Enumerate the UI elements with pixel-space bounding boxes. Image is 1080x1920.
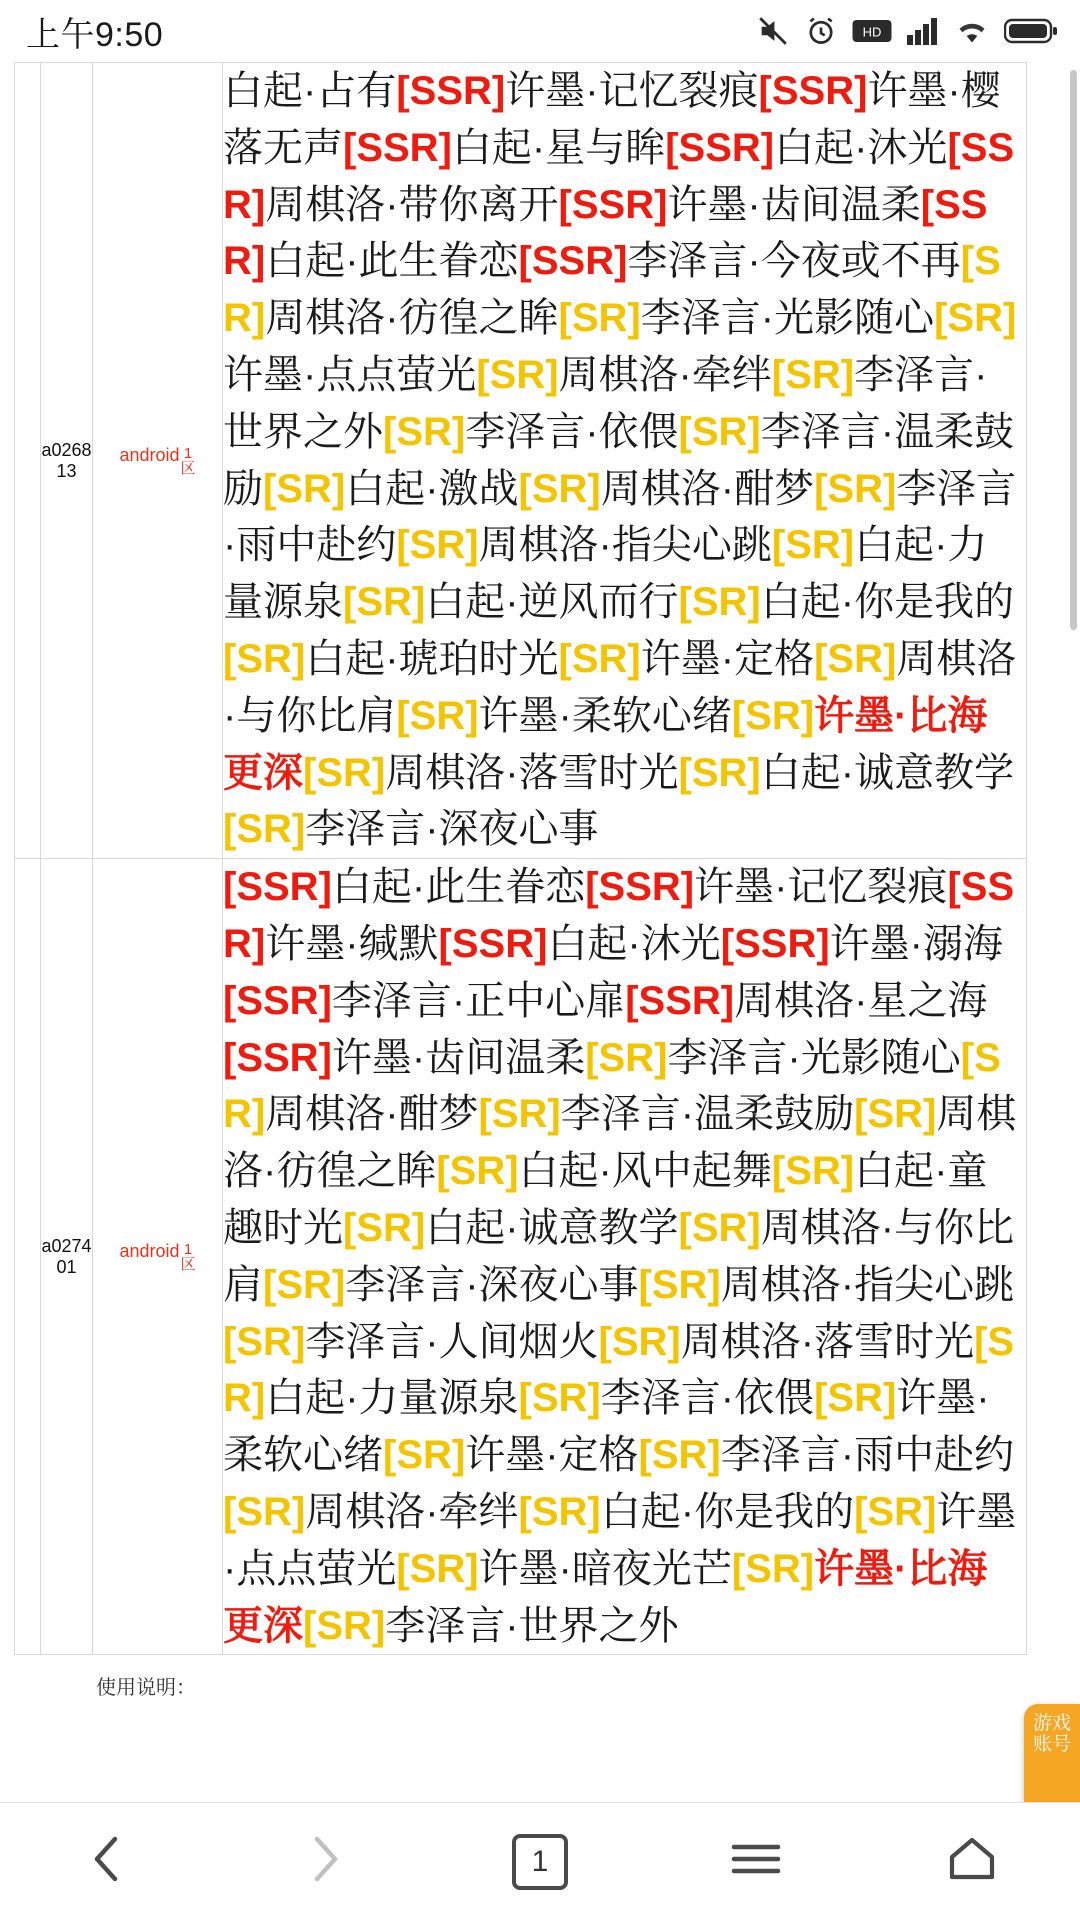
card-name: 许墨·比海更深	[223, 693, 988, 795]
back-arrow-icon	[85, 1829, 131, 1894]
card-name: 白起·诚意教学	[425, 1205, 679, 1250]
card-name: 许墨·点点萤光	[223, 352, 477, 397]
platform-cell	[93, 859, 223, 1655]
home-button[interactable]	[902, 1803, 1042, 1920]
card-name: 李泽言·雨中赴约	[223, 466, 1017, 568]
rarity-tag-ssr: [SSR]	[343, 125, 452, 170]
zone-label: 1 区	[180, 1240, 196, 1273]
rarity-tag-sr: [SR]	[436, 1149, 519, 1194]
card-name: 周棋洛·酣梦	[600, 466, 815, 511]
rarity-tag-sr: [SR]	[223, 1489, 306, 1534]
rarity-tag-sr: [SR]	[343, 1205, 426, 1250]
side-tab-line1: 游戏	[1032, 1713, 1071, 1734]
card-name: 许墨·记忆裂痕	[694, 865, 948, 910]
card-name: 李泽言·正中心扉	[331, 978, 626, 1023]
usage-note: 使用说明：	[96, 1677, 196, 1700]
table-row[interactable]	[15, 63, 1027, 859]
zone-label: 1 区	[180, 444, 196, 477]
rarity-tag-sr: [SR]	[731, 693, 815, 738]
rarity-tag-ssr: [SSR]	[665, 125, 775, 170]
card-name: 周棋洛·带你离开	[265, 182, 559, 227]
card-name: 周棋洛·彷徨之眸	[223, 1092, 1017, 1194]
card-name: 许墨·比海更深	[223, 1546, 988, 1648]
card-name: 白起·星与眸	[451, 125, 666, 170]
rarity-tag-sr: [SR]	[383, 1433, 466, 1478]
home-icon	[944, 1833, 1000, 1890]
rarity-tag-ssr: [SSR]	[438, 921, 548, 966]
account-card-table	[14, 62, 1027, 1655]
rarity-tag-sr: [SR]	[303, 1603, 386, 1648]
rarity-tag-ssr: [SSR]	[223, 125, 1015, 227]
rarity-tag-sr: [SR]	[678, 409, 761, 454]
alarm-icon	[804, 14, 838, 48]
table-body	[15, 63, 1027, 1655]
battery-icon	[1004, 16, 1058, 46]
rarity-tag-ssr: [SSR]	[758, 69, 868, 113]
rarity-tag-ssr: [SSR]	[558, 182, 668, 227]
rarity-tag-sr: [SR]	[223, 1035, 1001, 1137]
card-name: 白起·沐光	[774, 125, 948, 170]
card-name: 白起·力量源泉	[265, 1376, 519, 1421]
rarity-tag-ssr: [SSR]	[585, 865, 695, 910]
card-name: 周棋洛·落雪时光	[680, 1319, 975, 1364]
rarity-tag-sr: [SR]	[678, 580, 761, 625]
rarity-tag-sr: [SR]	[558, 636, 641, 681]
rarity-tag-sr: [SR]	[223, 807, 306, 852]
card-name: 周棋洛·牵绊	[305, 1489, 519, 1534]
rarity-tag-sr: [SR]	[731, 1546, 815, 1591]
card-name: 许墨·齿间温柔	[331, 1035, 586, 1080]
account-id-cell: a026813	[41, 63, 93, 859]
tab-switcher-button[interactable]	[470, 1803, 610, 1920]
card-name: 周棋洛·与你比肩	[223, 636, 1017, 738]
card-name: 李泽言·光影随心	[640, 296, 935, 341]
platform-cell	[93, 63, 223, 859]
card-name: 李泽言·温柔鼓励	[560, 1092, 855, 1137]
card-name: 许墨·记忆裂痕	[505, 69, 759, 113]
page-content[interactable]	[0, 62, 1080, 1802]
rarity-tag-sr: [SR]	[476, 352, 559, 397]
rarity-tag-sr: [SR]	[814, 636, 897, 681]
hd-icon	[852, 17, 892, 45]
rarity-tag-sr: [SR]	[223, 1319, 1015, 1421]
rarity-tag-sr: [SR]	[771, 523, 855, 568]
card-name: 李泽言·世界之外	[385, 1603, 679, 1648]
card-name: 白起·你是我的	[600, 1489, 855, 1534]
rarity-tag-sr: [SR]	[771, 352, 855, 397]
tab-count-badge: 1	[512, 1834, 568, 1890]
rarity-tag-ssr: [SSR]	[396, 69, 506, 113]
rarity-tag-sr: [SR]	[518, 1489, 601, 1534]
rarity-tag-ssr: [SSR]	[518, 239, 628, 284]
rarity-tag-sr: [SR]	[223, 239, 1001, 341]
card-name: 李泽言·深夜心事	[345, 1262, 639, 1307]
account-id-cell: a027401	[41, 859, 93, 1655]
card-name: 许墨·溺海	[829, 921, 1003, 966]
card-name: 周棋洛·落雪时光	[385, 750, 679, 795]
card-name: 白起·童趣时光	[223, 1149, 988, 1250]
card-name: 白起·占有	[223, 69, 397, 113]
platform-label: android	[119, 1240, 180, 1261]
rarity-tag-sr: [SR]	[558, 296, 641, 341]
rarity-tag-ssr: [SSR]	[625, 978, 735, 1023]
rarity-tag-sr: [SR]	[383, 409, 466, 454]
card-name: 周棋洛·与你比肩	[223, 1205, 1015, 1307]
table-row[interactable]	[15, 859, 1027, 1655]
rarity-tag-sr: [SR]	[814, 1376, 897, 1421]
browser-navigation-bar	[0, 1802, 1080, 1920]
platform-label: android	[119, 444, 180, 465]
rarity-tag-sr: [SR]	[263, 466, 346, 511]
card-name: 李泽言·世界之外	[223, 352, 988, 454]
card-name: 许墨·柔软心绪	[223, 1376, 990, 1478]
rarity-tag-ssr: [SSR]	[223, 865, 332, 910]
rarity-tag-sr: [SR]	[303, 750, 386, 795]
rarity-tag-sr: [SR]	[638, 1262, 721, 1307]
rarity-tag-ssr: [SSR]	[720, 921, 830, 966]
back-button[interactable]	[38, 1803, 178, 1920]
card-name: 许墨·定格	[465, 1433, 639, 1478]
card-name: 周棋洛·彷徨之眸	[265, 296, 559, 341]
side-tab-line2: 账号	[1032, 1733, 1071, 1755]
card-name: 许墨·定格	[640, 636, 815, 681]
card-name: 李泽言·温柔鼓励	[223, 409, 1015, 511]
card-name: 许墨·柔软心绪	[478, 693, 732, 738]
status-bar	[0, 0, 1080, 62]
card-name: 白起·沐光	[547, 921, 721, 966]
card-name: 白起·力量源泉	[223, 523, 988, 625]
rarity-tag-sr: [SR]	[223, 636, 306, 681]
rarity-tag-sr: [SR]	[478, 1092, 561, 1137]
rarity-tag-sr: [SR]	[771, 1149, 855, 1194]
rarity-tag-ssr: [SSR]	[223, 865, 1015, 966]
card-name: 白起·琥珀时光	[305, 636, 559, 681]
rarity-tag-sr: [SR]	[585, 1035, 668, 1080]
rarity-tag-sr: [SR]	[638, 1433, 721, 1478]
menu-icon	[728, 1836, 784, 1887]
card-name: 白起·此生眷恋	[331, 865, 586, 910]
menu-button[interactable]	[686, 1803, 826, 1920]
card-name: 周棋洛·指尖心跳	[720, 1262, 1015, 1307]
card-name: 白起·此生眷恋	[265, 239, 519, 284]
card-name: 李泽言·光影随心	[667, 1035, 961, 1080]
rarity-tag-ssr: [SSR]	[223, 1035, 332, 1080]
rarity-tag-ssr: [SSR]	[223, 978, 332, 1023]
mute-icon	[756, 14, 790, 48]
rarity-tag-ssr: [SSR]	[223, 182, 988, 284]
rarity-tag-sr: [SR]	[854, 1489, 937, 1534]
card-name: 白起·激战	[345, 466, 519, 511]
card-name: 周棋洛·牵绊	[558, 352, 772, 397]
wifi-icon	[954, 16, 990, 46]
rarity-tag-sr: [SR]	[223, 1319, 306, 1364]
forward-button[interactable]	[254, 1803, 394, 1920]
card-name: 李泽言·依偎	[465, 409, 679, 454]
card-name: 白起·逆风而行	[425, 580, 679, 625]
rarity-tag-sr: [SR]	[396, 1546, 479, 1591]
card-name: 许墨·缄默	[265, 921, 439, 966]
card-name: 李泽言·雨中赴约	[720, 1433, 1015, 1478]
rarity-tag-sr: [SR]	[343, 580, 426, 625]
card-name: 李泽言·依偎	[600, 1376, 815, 1421]
row-select-cell[interactable]	[15, 859, 41, 1655]
rarity-tag-sr: [SR]	[263, 1262, 346, 1307]
status-time: 上午9:50	[26, 15, 164, 54]
vertical-scrollbar[interactable]	[1070, 70, 1077, 630]
rarity-tag-sr: [SR]	[678, 750, 761, 795]
card-name: 许墨·齿间温柔	[667, 182, 921, 227]
svg-text:HD: HD	[862, 24, 882, 40]
card-name: 李泽言·今夜或不再	[627, 239, 961, 284]
card-name: 李泽言·深夜心事	[305, 807, 599, 852]
card-name: 周棋洛·指尖心跳	[478, 523, 772, 568]
card-name: 许墨·樱落无声	[223, 69, 1001, 170]
card-list-cell	[223, 63, 1027, 859]
card-name: 白起·你是我的	[760, 580, 1015, 625]
rarity-tag-sr: [SR]	[678, 1205, 761, 1250]
card-name: 周棋洛·星之海	[734, 978, 988, 1023]
card-list-cell	[223, 859, 1027, 1655]
rarity-tag-sr: [SR]	[396, 693, 479, 738]
forward-arrow-icon	[301, 1829, 347, 1894]
card-name: 白起·风中起舞	[518, 1149, 772, 1194]
status-icon-group	[756, 14, 1058, 48]
rarity-tag-sr: [SR]	[518, 466, 601, 511]
card-name: 李泽言·人间烟火	[305, 1319, 599, 1364]
rarity-tag-sr: [SR]	[396, 523, 479, 568]
rarity-tag-sr: [SR]	[814, 466, 897, 511]
card-name: 白起·诚意教学	[760, 750, 1015, 795]
card-name: 许墨·点点萤光	[223, 1489, 1017, 1591]
row-select-cell[interactable]	[15, 63, 41, 859]
cellular-signal-icon	[906, 16, 940, 46]
rarity-tag-sr: [SR]	[598, 1319, 681, 1364]
rarity-tag-sr: [SR]	[934, 296, 1017, 341]
card-name: 许墨·暗夜光芒	[478, 1546, 732, 1591]
rarity-tag-sr: [SR]	[518, 1376, 601, 1421]
rarity-tag-sr: [SR]	[854, 1092, 937, 1137]
card-name: 周棋洛·酣梦	[265, 1092, 479, 1137]
